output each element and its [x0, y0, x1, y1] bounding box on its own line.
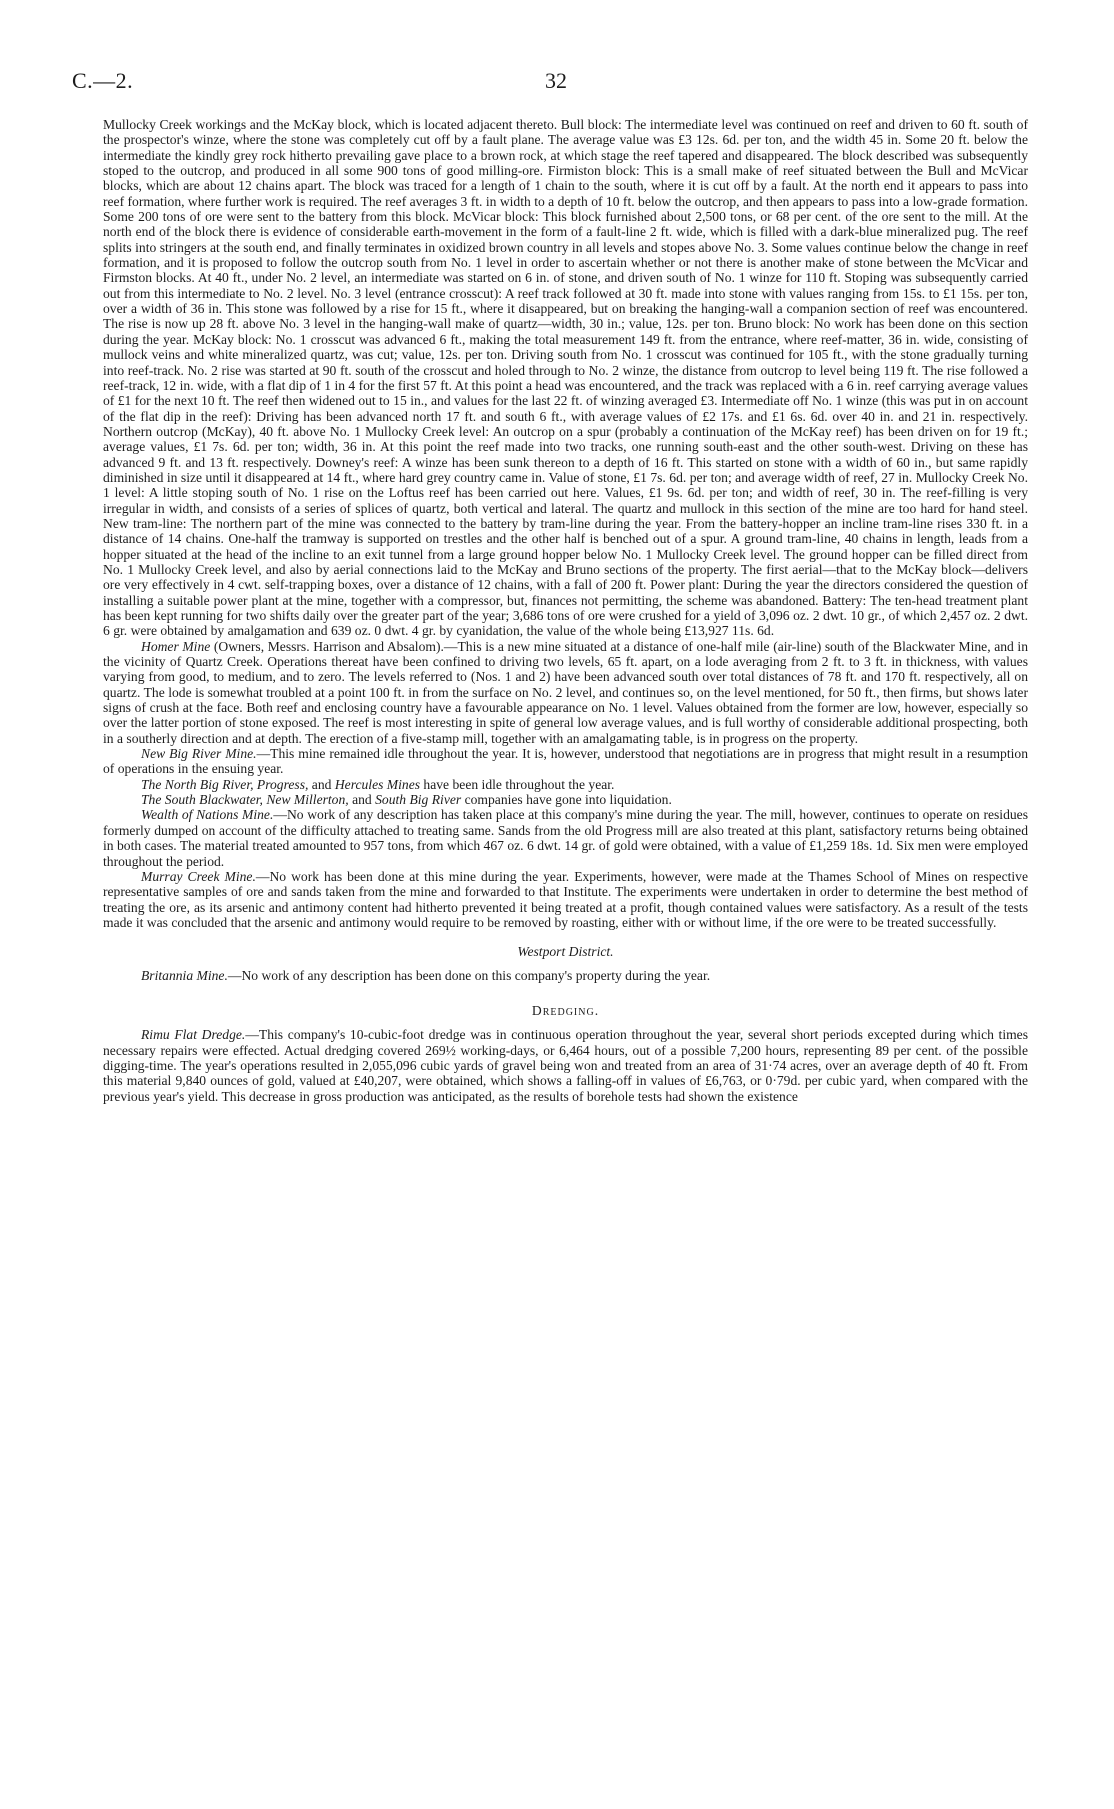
- paragraph-homer-mine: Homer Mine (Owners, Messrs. Harrison and Absalom).—This is a new mine situated at a distance of one-half mile (air-line) south of the Blackwater Mine, and in the vicinity of Quartz Creek. Operations thereat have been confined to driving two levels, 65 ft. apart, on a lode averaging from 2 ft. to 3 ft. in thickness, with values varying from good, to medium, and to zero. The levels referred to (Nos. 1 and 2) have been advanced south over total distances of 78 ft. and 170 ft. respectively, all on quartz. The lode is somewhat troubled at a point 100 ft. in from the surface on No. 2 level, and continues so, on the level mentioned, for 50 ft., then firms, but shows later signs of crush at the face. Both reef and enclosing country have a favourable appearance on No. 1 level. Values obtained from the former are low, however, especially so over the latter portion of stone exposed. The reef is most interesting in spite of general low average values, and is full worthy of considerable additional prospecting, both in a southerly direction and at depth. The erection of a five-stamp mill, together with an amalgamating table, is in progress on the property.: [103, 638, 1028, 746]
- paragraph-murray-creek: Murray Creek Mine.—No work has been done at this mine during the year. Experiments, however, were made at the Thames School of Mines on respective representative samples of ore and sands taken from the mine and forwarded to that Institute. The experiments were undertaken in order to determine the best method of treating the ore, as its arsenic and antimony content had hitherto prevented it being treated at a profit, though contained values were satisfactory. As a result of the tests made it was concluded that the arsenic and antimony would require to be removed by roasting, either with or without lime, if the ore were to be treated successfully.: [103, 868, 1028, 930]
- paragraph-new-big-river: New Big River Mine.—This mine remained idle throughout the year. It is, however, understood that negotiations are in progress that might result in a resumption of operations in the ensuing year.: [103, 746, 1028, 777]
- section-heading-westport: Westport District.: [517, 944, 614, 960]
- paragraph-blackwater-continued: Mullocky Creek workings and the McKay block, which is located adjacent thereto. Bull block: The intermediate level was continued on reef and driven to 60 ft. south of the prospector's winze, where the stone was completely cut off by a fault plane. The average value was £3 12s. 6d. per ton, and the width 45 in. Some 20 ft. below the intermediate the kindly grey rock hitherto prevailing gave place to a brown rock, at which stage the reef tapered and disappeared. The block described was subsequently stoped to the outcrop, and produced in all some 900 tons of good milling-ore. Firmiston block: This is a small make of reef situated between the Bull and McVicar blocks, which are about 12 chains apart. The block was traced for a length of 1 chain to the south, where it is cut off by a fault. At the north end it appears to pass into reef formation, where further work is required. The reef averages 3 ft. in width to a depth of 10 ft. below the outcrop, and then appears to pass into a low-grade formation. Some 200 tons of ore were sent to the battery from this block. McVicar block: This block furnished about 2,500 tons, or 68 per cent. of the ore sent to the mill. At the north end of the block there is evidence of considerable earth-movement in the form of a fault-line 2 ft. wide, which is filled with a dark-blue mineralized pug. The reef splits into stringers at the south end, and finally terminates in oxidized brown country in all levels and stopes above No. 3. Some values continue below the change in reef formation, and it is proposed to follow the outcrop south from No. 1 level in order to ascertain whether or not there is another make of stone between the McVicar and Firmston blocks. At 40 ft., under No. 2 level, an intermediate was started on 6 in. of stone, and driven south of No. 1 winze for 110 ft. Stoping was subsequently carried out from this intermediate to No. 2 level. No. 3 level (entrance crosscut): A reef track followed at 30 ft. made into stone with values ranging from 15s. to £1 15s. per ton, over a width of 36 in. This stone was followed by a rise for 15 ft., where it disappeared, but on breaking the hanging-wall a companion section of reef was encountered. The rise is now up 28 ft. above No. 3 level in the hanging-wall make of quartz—width, 30 in.; value, 12s. per ton. Bruno block: No work has been done on this section during the year. McKay block: No. 1 crosscut was advanced 6 ft., making the total measurement 149 ft. from the entrance, where reef-matter, 36 in. wide, consisting of mullock veins and white mineralized quartz, was cut; value, 12s. per ton. Driving south from No. 1 crosscut was continued for 105 ft., with the stone gradually turning into reef-track. No. 2 rise was started at 90 ft. south of the crosscut and holed through to No. 2 winze, the distance from outcrop to level being 119 ft. The rise followed a reef-track, 12 in. wide, with a flat dip of 1 in 4 for the first 57 ft. At this point a head was encountered, and the track was replaced with a 6 in. reef carrying average values of £1 for the next 10 ft. The reef then widened out to 15 in., and values for the last 22 ft. of winzing averaged £3. Intermediate off No. 1 winze (this was put in on account of the flat dip in the reef): Driving has been advanced north 17 ft. and south 6 ft., with average values of £2 17s. and £1 6s. 6d. over 40 in. and 21 in. respectively. Northern outcrop (McKay), 40 ft. above No. 1 Mullocky Creek level: An outcrop on a spur (probably a continuation of the McKay reef) has been driven on for 19 ft.; average values, £1 7s. 6d. per ton; width, 36 in. At this point the reef made into two tracks, one running south-east and the other south-west. Driving on these has advanced 9 ft. and 13 ft. respectively. Downey's reef: A winze has been sunk thereon to a depth of 16 ft. This started on stone with a width of 60 in., but same rapidly diminished in size until it disappeared at 14 ft., where hard grey country came in. Value of stone, £1 7s. 6d. per ton; and average width of reef, 27 in. Mullocky Creek No. 1 level: A little stoping south of No. 1 rise on the Loftus reef has been carried out here. Values, £1 9s. 6d. per ton; and width of reef, 30 in. The reef-filling is very irregular in width, and consists of a series of splices of quartz, both vertical and lateral. The quartz and mullock in this section of the mine are too hard for hand steel. New tram-line: The northern part of the mine was connected to the battery by tram-line during the year. From the battery-hopper an incline tram-line rises 330 ft. in a distance of 14 chains. One-half the tramway is supported on trestles and the other half is benched out of a spur. A ground tram-line, 40 chains in length, leads from a hopper situated at the head of the incline to an exit tunnel from a large ground hopper below No. 1 Mullocky Creek level. The ground hopper can be filled direct from No. 1 Mullocky Creek level, and also by aerial connections laid to the McKay and Bruno sections of the property. The first aerial—that to the McKay block—delivers ore very effectively in 4 cwt. self-trapping boxes, over a distance of 12 chains, with a fall of 200 ft. Power plant: During the year the directors considered the question of installing a suitable power plant at the mine, together with a compressor, but, finances not permitting, the scheme was abandoned. Battery: The ten-head treatment plant has been kept running for two shifts daily over the greater part of the year; 3,686 tons of ore were crushed for a yield of 3,096 oz. 2 dwt. 10 gr., of which 2,457 oz. 2 dwt. 6 gr. were obtained by amalgamation and 639 oz. 0 dwt. 4 gr. by cyanidation, the value of the whole being £13,927 11s. 6d.: [103, 117, 1028, 639]
- mine-name: Wealth of Nations Mine.: [141, 807, 274, 823]
- mine-name: Britannia Mine.: [141, 967, 228, 983]
- paragraph-north-big-river: The North Big River, Progress, and Hercules Mines have been idle throughout the year.: [141, 776, 615, 792]
- document-code: C.—2.: [72, 68, 134, 93]
- mine-name: Homer Mine: [141, 638, 211, 654]
- paragraph-britannia: Britannia Mine.—No work of any description has been done on this company's property during the year.: [141, 967, 711, 983]
- page-number: 32: [545, 68, 567, 93]
- paragraph-rimu-flat-dredge: Rimu Flat Dredge.—This company's 10-cubic-foot dredge was in continuous operation throughout the year, several short periods excepted during which times necessary repairs were effected. Actual dredging covered 269½ working-days, or 6,464 hours, out of a possible 7,200 hours, representing 89 per cent. of the possible digging-time. The year's operations resulted in 2,055,096 cubic yards of gravel being won and treated from an area of 31·74 acres, over an average depth of 40 ft. From this material 9,840 ounces of gold, valued at £40,207, were obtained, which shows a falling-off in values of £6,763, or 0·79d. per cubic yard, when compared with the previous year's yield. This decrease in gross production was anticipated, as the results of borehole tests had shown the existence: [103, 1027, 1028, 1104]
- paragraph-south-blackwater: The South Blackwater, New Millerton, and South Big River companies have gone into liquidation.: [141, 792, 672, 808]
- mine-name: New Big River Mine.: [141, 746, 257, 762]
- section-heading-dredging: Dredging.: [531, 1002, 600, 1018]
- document-body: [103, 117, 1028, 1104]
- dredge-name: Rimu Flat Dredge.: [141, 1027, 246, 1043]
- paragraph-wealth-of-nations: Wealth of Nations Mine.—No work of any description has taken place at this company's mine during the year. The mill, however, continues to operate on residues formerly dumped on account of the difficulty attached to treating same. Sands from the old Progress mill are also treated at this plant, satisfactory returns being obtained in both cases. The material treated amounted to 957 tons, from which 467 oz. 6 dwt. 14 gr. of gold were obtained, with a value of £1,259 18s. 1d. Six men were employed throughout the period.: [103, 807, 1028, 869]
- mine-name: Murray Creek Mine.: [141, 868, 256, 884]
